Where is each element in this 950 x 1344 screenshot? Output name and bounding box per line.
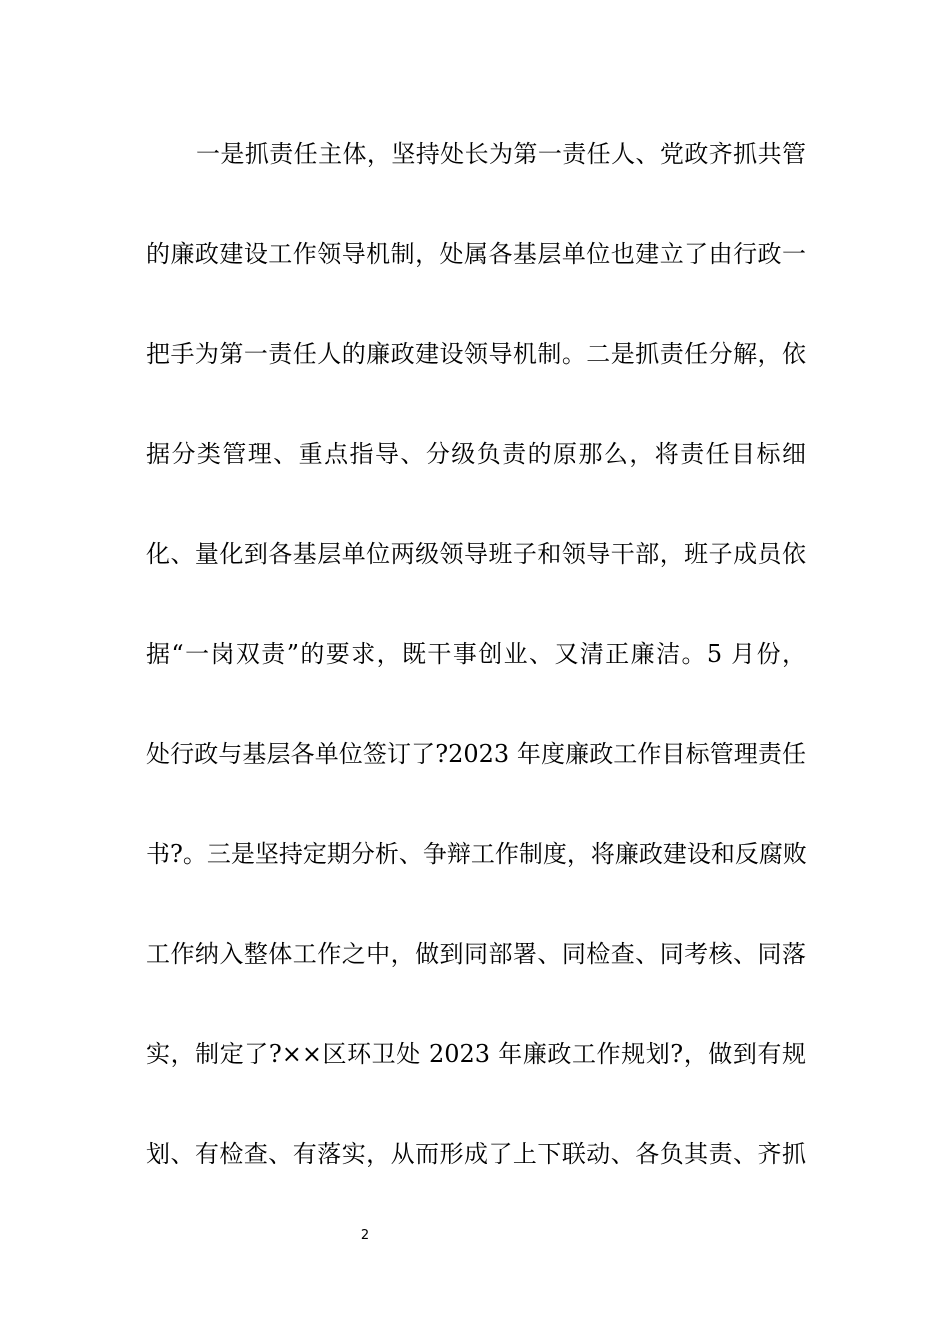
paragraph-line-10: 实，制定了?××区环卫处 2023 年廉政工作规划?，做到有规 <box>146 1040 806 1068</box>
paragraph-line-2: 的廉政建设工作领导机制，处属各基层单位也建立了由行政一 <box>146 240 806 268</box>
paragraph-line-4: 据分类管理、重点指导、分级负责的原那么，将责任目标细 <box>146 440 806 468</box>
paragraph-line-11: 划、有检查、有落实，从而形成了上下联动、各负其责、齐抓 <box>146 1140 806 1168</box>
page-number: 2 <box>360 1228 370 1243</box>
paragraph-line-9: 工作纳入整体工作之中，做到同部署、同检查、同考核、同落 <box>146 940 806 968</box>
paragraph-line-7: 处行政与基层各单位签订了?2023 年度廉政工作目标管理责任 <box>146 740 806 768</box>
paragraph-line-3: 把手为第一责任人的廉政建设领导机制。二是抓责任分解，依 <box>146 340 806 368</box>
paragraph-line-6: 据“一岗双责”的要求，既干事创业、又清正廉洁。5 月份， <box>146 640 806 668</box>
paragraph-line-5: 化、量化到各基层单位两级领导班子和领导干部，班子成员依 <box>146 540 806 568</box>
paragraph-line-1: 一是抓责任主体，坚持处长为第一责任人、党政齐抓共管 <box>196 140 806 168</box>
paragraph-line-8: 书?。三是坚持定期分析、争辩工作制度，将廉政建设和反腐败 <box>146 840 807 868</box>
